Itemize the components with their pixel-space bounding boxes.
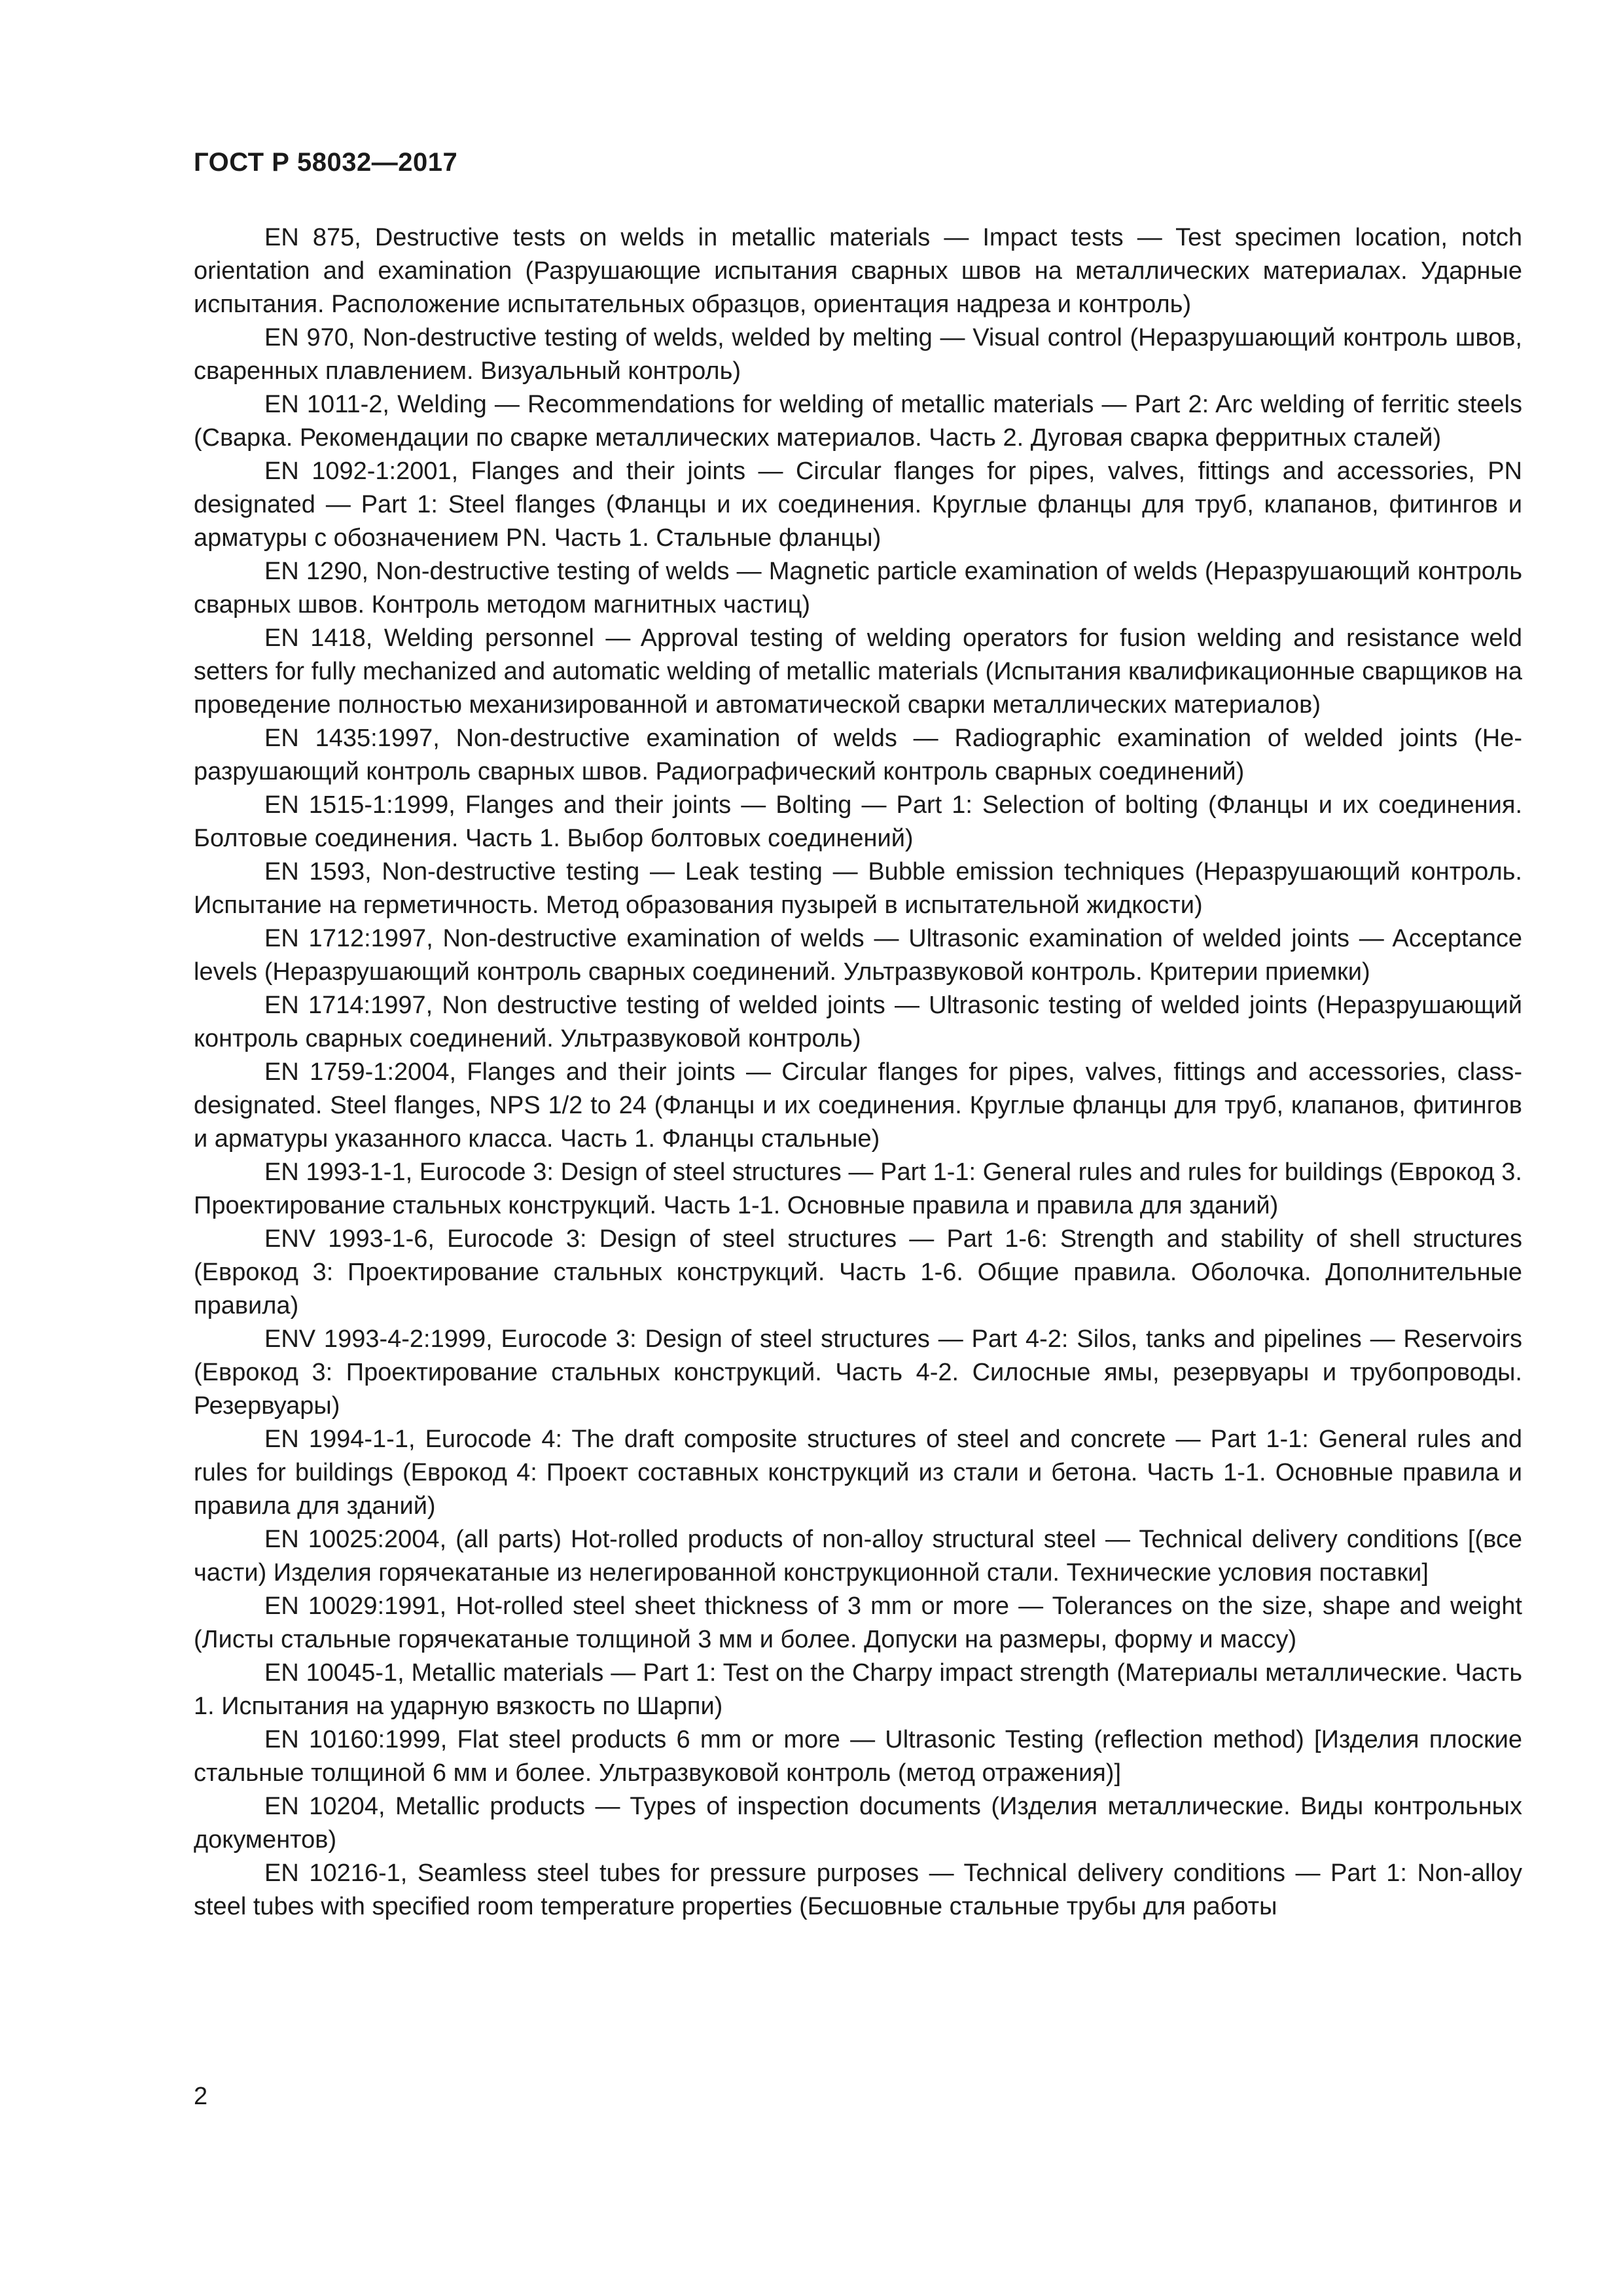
reference-entry-en-1593: EN 1593, Non-destructive testing — Leak testing — Bubble emission techniques (Неразрушающий контроль. Испытание на герметичность. Метод образования пузырей в испытательной жидкости) [194,858,1522,919]
reference-entry-en-10216-1: EN 10216-1, Seamless steel tubes for pressure purposes — Technical delivery conditions — Part 1: Non-alloy steel tubes with specified room temperature properties (Бесшовные стальные трубы для работы [194,1859,1522,1920]
standard-designation: ГОСТ Р 58032—2017 [194,148,458,177]
reference-entry-en-10160: EN 10160:1999, Flat steel products 6 mm or more — Ultrasonic Testing (reflection method) [Изделия плоские стальные толщиной 6 мм и более. Ультразвуковой контроль (метод отражения)] [194,1726,1522,1787]
reference-entry-en-1759-1: EN 1759-1:2004, Flanges and their joints — Circular flanges for pipes, valves, fittings and accessories, class-designated. Steel flanges, NPS 1/2 to 24 (Фланцы и их соединения. Круглые фланцы для труб, клапанов, фитингов и арматуры указанного класса. Часть 1. Фланцы стальные) [194,1058,1522,1153]
reference-entry-en-10204: EN 10204, Metallic products — Types of inspection documents (Изделия металлические. Виды контрольных документов) [194,1793,1522,1854]
reference-entry-en-875: EN 875, Destructive tests on welds in metallic materials — Impact tests — Test specimen location, notch orientation and examination (Разрушающие испытания сварных швов на металлических материалах. Ударные испытания. Расположение испытательных образцов, ориентация надреза и контроль) [194,224,1522,318]
reference-entry-en-1714: EN 1714:1997, Non destructive testing of welded joints — Ultrasonic testing of welded joints (Неразрушающий контроль сварных соединений. Ультразвуковой контроль) [194,992,1522,1052]
reference-entry-en-1435: EN 1435:1997, Non-destructive examination of welds — Radiographic examination of welded joints (Неразрушающий контроль сварных швов. Радиографический контроль сварных соединений) [194,725,1522,785]
normative-references-list [194,221,1522,1924]
reference-entry-en-10045-1: EN 10045-1, Metallic materials — Part 1: Test on the Charpy impact strength (Материалы металлические. Часть 1. Испытания на ударную вязкость по Шарпи) [194,1659,1522,1720]
reference-entry-en-1993-1-1: EN 1993-1-1, Eurocode 3: Design of steel structures — Part 1-1: General rules and rules for buildings (Еврокод 3. Проектирование стальных конструкций. Часть 1-1. Основные правила и правила для зданий) [194,1158,1522,1219]
reference-entry-en-10029: EN 10029:1991, Hot-rolled steel sheet thickness of 3 mm or more — Tolerances on the size, shape and weight (Листы стальные горячекатаные толщиной 3 мм и более. Допуски на размеры, форму и массу) [194,1592,1522,1653]
reference-entry-en-1290: EN 1290, Non-destructive testing of welds — Magnetic particle examination of welds (Неразрушающий контроль сварных швов. Контроль методом магнитных частиц) [194,558,1522,619]
reference-entry-en-1712: EN 1712:1997, Non-destructive examination of welds — Ultrasonic examination of welded joints — Acceptance levels (Неразрушающий контроль сварных соединений. Ультразвуковой контроль. Критерии приемки) [194,925,1522,986]
reference-entry-en-1092-1: EN 1092-1:2001, Flanges and their joints — Circular flanges for pipes, valves, fittings and accessories, PN designated — Part 1: Steel flanges (Фланцы и их соединения. Круглые фланцы для труб, клапанов, фитингов и арматуры с обозначением PN. Часть 1. Стальные фланцы) [194,457,1522,552]
reference-entry-en-1011-2: EN 1011-2, Welding — Recommendations for welding of metallic materials — Part 2: Arc welding of ferritic steels (Сварка. Рекомендации по сварке металлических материалов. Часть 2. Дуговая сварка ферритных сталей) [194,391,1522,452]
reference-entry-env-1993-1-6: ENV 1993-1-6, Eurocode 3: Design of steel structures — Part 1-6: Strength and stability of shell structures (Еврокод 3: Проектирование стальных конструкций. Часть 1-6. Общие правила. Оболочка. Дополнительные правила) [194,1225,1522,1319]
reference-entry-en-1515-1: EN 1515-1:1999, Flanges and their joints — Bolting — Part 1: Selection of bolting (Фланцы и их соединения. Болтовые соединения. Часть 1. Выбор болтовых соединений) [194,791,1522,852]
reference-entry-en-1994-1-1: EN 1994-1-1, Eurocode 4: The draft composite structures of steel and concrete — Part 1-1: General rules and rules for buildings (Еврокод 4: Проект составных конструкций из стали и бетона. Часть 1-1. Основные правила и правила для зданий) [194,1426,1522,1520]
reference-entry-en-1418: EN 1418, Welding personnel — Approval testing of welding operators for fusion welding and resistance weld setters for fully mechanized and automatic welding of metallic materials (Испытания квалификационные сварщиков на проведение полностью механизированной и автоматической сварки металлических материалов) [194,624,1522,719]
reference-entry-en-970: EN 970, Non-destructive testing of welds, welded by melting — Visual control (Неразрушающий контроль швов, сваренных плавлением. Визуальный контроль) [194,324,1522,385]
reference-entry-env-1993-4-2: ENV 1993-4-2:1999, Eurocode 3: Design of steel structures — Part 4-2: Silos, tanks and pipelines — Reservoirs (Еврокод 3: Проектирование стальных конструкций. Часть 4-2. Силосные ямы, резервуары и трубопроводы. Резервуары) [194,1325,1522,1420]
page-number: 2 [194,2083,208,2110]
reference-entry-en-10025: EN 10025:2004, (all parts) Hot-rolled products of non-alloy structural steel — Technical delivery conditions [(все части) Изделия горячекатаные из нелегированной конструкционной стали. Технические условия поставки] [194,1526,1522,1587]
